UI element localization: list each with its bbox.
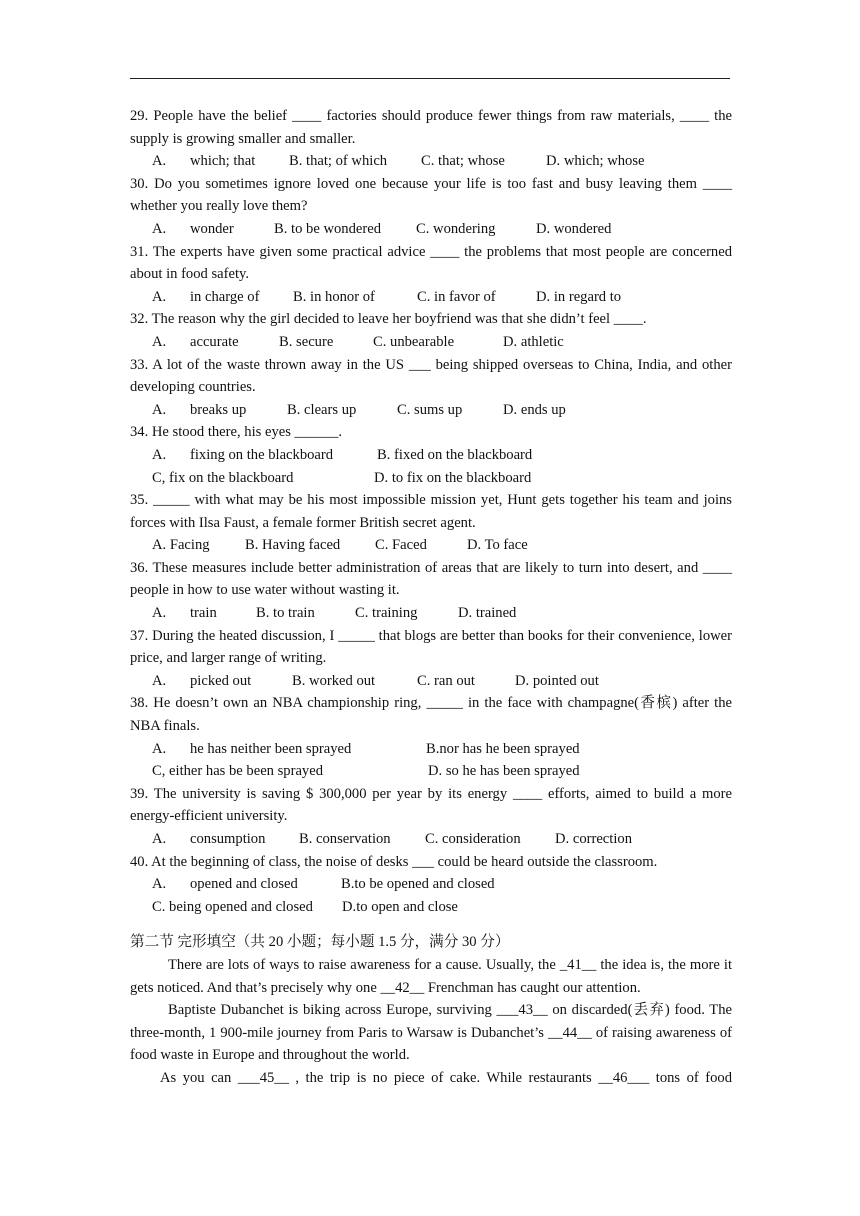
option-a-label: A. (152, 220, 167, 237)
option-d: D. correction (555, 831, 632, 847)
option-b: B. to be wondered (274, 220, 381, 237)
option-a: accurate (190, 333, 239, 350)
question-35 (130, 489, 732, 557)
passage-paragraph: As you can ___45__ , the trip is no piece of cake. While restaurants __46___ tons of food (160, 1069, 732, 1086)
question-39 (130, 783, 732, 851)
option-d: D. ends up (503, 401, 566, 418)
option-a-label: A. (152, 740, 167, 757)
option-b: B. secure (279, 333, 334, 350)
question-29 (130, 105, 732, 173)
option-a: which; that (190, 153, 256, 170)
option-b: B. worked out (292, 672, 376, 689)
question-34 (130, 421, 732, 489)
option-b: B. that; of which (289, 153, 388, 170)
question-32 (130, 308, 732, 353)
option-row (130, 896, 732, 919)
option-row (130, 286, 732, 309)
option-a: breaks up (190, 401, 247, 418)
option-b: B. conservation (299, 831, 391, 847)
option-d: D.to open and close (342, 898, 458, 915)
section-heading: 第二节 完形填空（共 20 小题；每小题 1.5 分，满分 30 分） (130, 934, 510, 951)
question-text: 39. The university is saving $ 300,000 per year by its energy ____ efforts, aimed to build a more energy-efficient university. (130, 785, 732, 825)
option-c: C. in favor of (417, 288, 496, 305)
header-rule (130, 78, 730, 79)
option-b: B.nor has he been sprayed (426, 740, 580, 757)
option-row (130, 828, 732, 851)
option-d: D. in regard to (536, 288, 622, 305)
question-text: 33. A lot of the waste thrown away in the US ___ being shipped overseas to China, India, and other developing countries. (130, 356, 732, 396)
option-row (130, 873, 732, 896)
option-b: B. fixed on the blackboard (377, 446, 533, 463)
option-a: train (190, 605, 217, 622)
option-d: D. wondered (536, 220, 612, 237)
option-row (130, 467, 732, 490)
option-a-label: A. (152, 446, 167, 463)
option-c: C. training (355, 605, 418, 622)
option-row (130, 218, 732, 241)
option-c: C. that; whose (421, 153, 505, 170)
option-d: D. trained (458, 605, 517, 622)
option-d: D. to fix on the blackboard (374, 469, 532, 486)
passage-paragraph: There are lots of ways to raise awareness for a cause. Usually, the _41__ the idea is, the more it gets noticed. And that’s precisely why one __42__ Frenchman has caught our attention. (130, 956, 732, 996)
option-a-label: A. (152, 153, 167, 170)
option-d: D. athletic (503, 333, 564, 350)
option-c: C. being opened and closed (152, 898, 313, 915)
option-a-label: A. (152, 333, 167, 350)
question-text: 29. People have the belief ____ factories should produce fewer things from raw materials, ____ the supply is growing smaller and smaller. (130, 108, 732, 147)
question-text: 36. These measures include better administration of areas that are likely to turn into desert, and ____ people in how to use water without wasting it. (130, 559, 732, 599)
option-a-label: A. (152, 672, 167, 689)
option-row (130, 399, 732, 422)
exam-page (130, 105, 732, 1090)
option-a: in charge of (190, 288, 260, 305)
option-a: he has neither been sprayed (190, 740, 352, 757)
question-40 (130, 851, 732, 919)
option-c: C. wondering (416, 220, 496, 237)
question-text: 37. During the heated discussion, I _____ that blogs are better than books for their convenience, lower price, and larger range of writing. (130, 627, 732, 667)
passage-paragraph: Baptiste Dubanchet is biking across Europe, surviving ___43__ on discarded(丢弃) food. The three-month, 1 900-mile journey from Paris to Warsaw is Dubanchet’s __44__ of raising awareness of food waste in Europe and throughout the world. (130, 1002, 732, 1064)
option-b: B. to train (256, 605, 315, 622)
option-row (130, 670, 732, 693)
question-text: 30. Do you sometimes ignore loved one because your life is too fast and busy leaving them ____ whether you really love them? (130, 175, 732, 215)
question-36 (130, 557, 732, 625)
option-a-label: A. (152, 876, 167, 893)
question-text: 38. He doesn’t own an NBA championship ring, _____ in the face with champagne(香槟) after the NBA finals. (130, 695, 732, 735)
option-a-label: A. (152, 288, 167, 305)
option-a: opened and closed (190, 876, 298, 893)
option-b: B. in honor of (293, 288, 375, 305)
option-row (130, 760, 732, 783)
option-row (130, 444, 732, 467)
question-38 (130, 692, 732, 782)
option-c: C, either has be been sprayed (152, 763, 324, 780)
question-33 (130, 354, 732, 422)
option-row (130, 150, 732, 173)
option-d: D. so he has been sprayed (428, 763, 580, 780)
question-text: 35. _____ with what may be his most impossible mission yet, Hunt gets together his team and joins forces with Ilsa Faust, a female former British secret agent. (130, 492, 732, 531)
option-d: D. To face (467, 537, 528, 554)
option-c: C. unbearable (373, 333, 455, 350)
question-37 (130, 625, 732, 693)
option-a: picked out (190, 672, 252, 689)
option-c: C. Faced (375, 537, 427, 554)
option-row (130, 331, 732, 354)
question-31 (130, 241, 732, 309)
option-d: D. which; whose (546, 153, 645, 170)
question-text: 31. The experts have given some practical advice ____ the problems that most people are concerned about in food safety. (130, 243, 732, 283)
option-d: D. pointed out (515, 672, 599, 689)
question-text: 32. The reason why the girl decided to leave her boyfriend was that she didn’t feel ____. (130, 311, 647, 328)
question-30 (130, 173, 732, 241)
option-b: B. Having faced (245, 537, 341, 554)
option-b: B.to be opened and closed (341, 876, 495, 893)
option-c: C. ran out (417, 672, 475, 689)
option-a-label: A. (152, 831, 167, 847)
option-a: wonder (190, 220, 234, 237)
option-row (130, 534, 732, 557)
question-text: 40. At the beginning of class, the noise of desks ___ could be heard outside the classroom. (130, 853, 658, 870)
option-b: B. clears up (287, 401, 357, 418)
option-c: C. consideration (425, 831, 521, 847)
option-a: consumption (190, 831, 266, 847)
option-a-label: A. (152, 605, 167, 622)
option-a-label: A. (152, 401, 167, 418)
option-row (130, 602, 732, 625)
option-c: C. sums up (397, 401, 463, 418)
question-text: 34. He stood there, his eyes ______. (130, 424, 342, 441)
option-a: A. Facing (152, 537, 210, 554)
option-c: C, fix on the blackboard (152, 469, 294, 486)
option-a: fixing on the blackboard (190, 446, 334, 463)
option-row (130, 738, 732, 761)
